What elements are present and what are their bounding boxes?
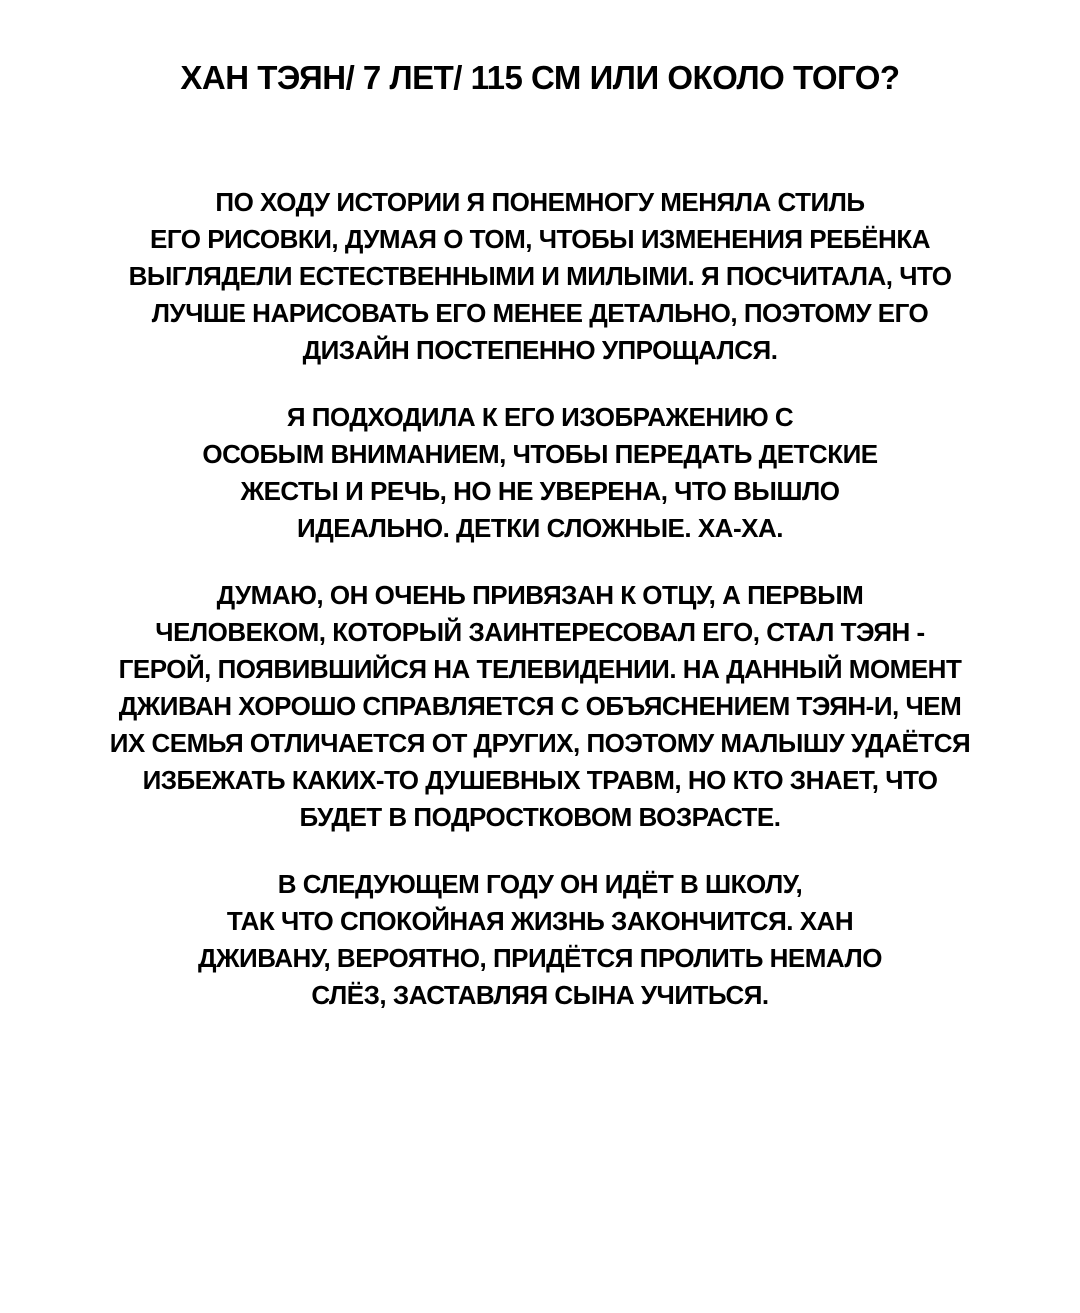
text-line: ОСОБЫМ ВНИМАНИЕМ, ЧТОБЫ ПЕРЕДАТЬ ДЕТСКИЕ (202, 439, 878, 469)
text-line: ИДЕАЛЬНО. ДЕТКИ СЛОЖНЫЕ. ХА-ХА. (297, 513, 783, 543)
text-line: ЧЕЛОВЕКОМ, КОТОРЫЙ ЗАИНТЕРЕСОВАЛ ЕГО, СТАЛ ТЭЯН - (155, 617, 925, 647)
text-line: ВЫГЛЯДЕЛИ ЕСТЕСТВЕННЫМИ И МИЛЫМИ. Я ПОСЧИТАЛА, ЧТО (128, 261, 952, 291)
text-line: СЛЁЗ, ЗАСТАВЛЯЯ СЫНА УЧИТЬСЯ. (311, 980, 769, 1010)
text-line: ДЖИВАНУ, ВЕРОЯТНО, ПРИДЁТСЯ ПРОЛИТЬ НЕМАЛО (198, 943, 882, 973)
text-line: ТАК ЧТО СПОКОЙНАЯ ЖИЗНЬ ЗАКОНЧИТСЯ. ХАН (226, 906, 854, 936)
page-title: ХАН ТЭЯН/ 7 ЛЕТ/ 115 СМ ИЛИ ОКОЛО ТОГО? (180, 59, 900, 96)
text-line: ЛУЧШЕ НАРИСОВАТЬ ЕГО МЕНЕЕ ДЕТАЛЬНО, ПОЭТОМУ ЕГО (151, 298, 929, 328)
text-line: ДЖИВАН ХОРОШО СПРАВЛЯЕТСЯ С ОБЪЯСНЕНИЕМ ТЭЯН-И, ЧЕМ (118, 691, 962, 721)
paragraph-drawing-style (20, 184, 1060, 369)
paragraph-family (20, 577, 1060, 836)
text-line: ЕГО РИСОВКИ, ДУМАЯ О ТОМ, ЧТОБЫ ИЗМЕНЕНИЯ РЕБЁНКА (150, 224, 930, 254)
paragraph-school (20, 866, 1060, 1014)
text-line: Я ПОДХОДИЛА К ЕГО ИЗОБРАЖЕНИЮ С (286, 402, 794, 432)
text-line: БУДЕТ В ПОДРОСТКОВОМ ВОЗРАСТЕ. (299, 802, 781, 832)
text-line: В СЛЕДУЮЩЕМ ГОДУ ОН ИДЁТ В ШКОЛУ, (277, 869, 803, 899)
text-line: ПО ХОДУ ИСТОРИИ Я ПОНЕМНОГУ МЕНЯЛА СТИЛЬ (215, 187, 865, 217)
text-content (20, 0, 1060, 1014)
paragraph-child-depiction (20, 399, 1060, 547)
text-line: ДИЗАЙН ПОСТЕПЕННО УПРОЩАЛСЯ. (302, 335, 778, 365)
text-line: ИХ СЕМЬЯ ОТЛИЧАЕТСЯ ОТ ДРУГИХ, ПОЭТОМУ МАЛЫШУ УДАЁТСЯ (109, 728, 971, 758)
text-line: ЖЕСТЫ И РЕЧЬ, НО НЕ УВЕРЕНА, ЧТО ВЫШЛО (240, 476, 840, 506)
text-line: ГЕРОЙ, ПОЯВИВШИЙСЯ НА ТЕЛЕВИДЕНИИ. НА ДАННЫЙ МОМЕНТ (118, 654, 962, 684)
text-line: ИЗБЕЖАТЬ КАКИХ-ТО ДУШЕВНЫХ ТРАВМ, НО КТО ЗНАЕТ, ЧТО (142, 765, 938, 795)
text-line: ДУМАЮ, ОН ОЧЕНЬ ПРИВЯЗАН К ОТЦУ, А ПЕРВЫМ (216, 580, 864, 610)
